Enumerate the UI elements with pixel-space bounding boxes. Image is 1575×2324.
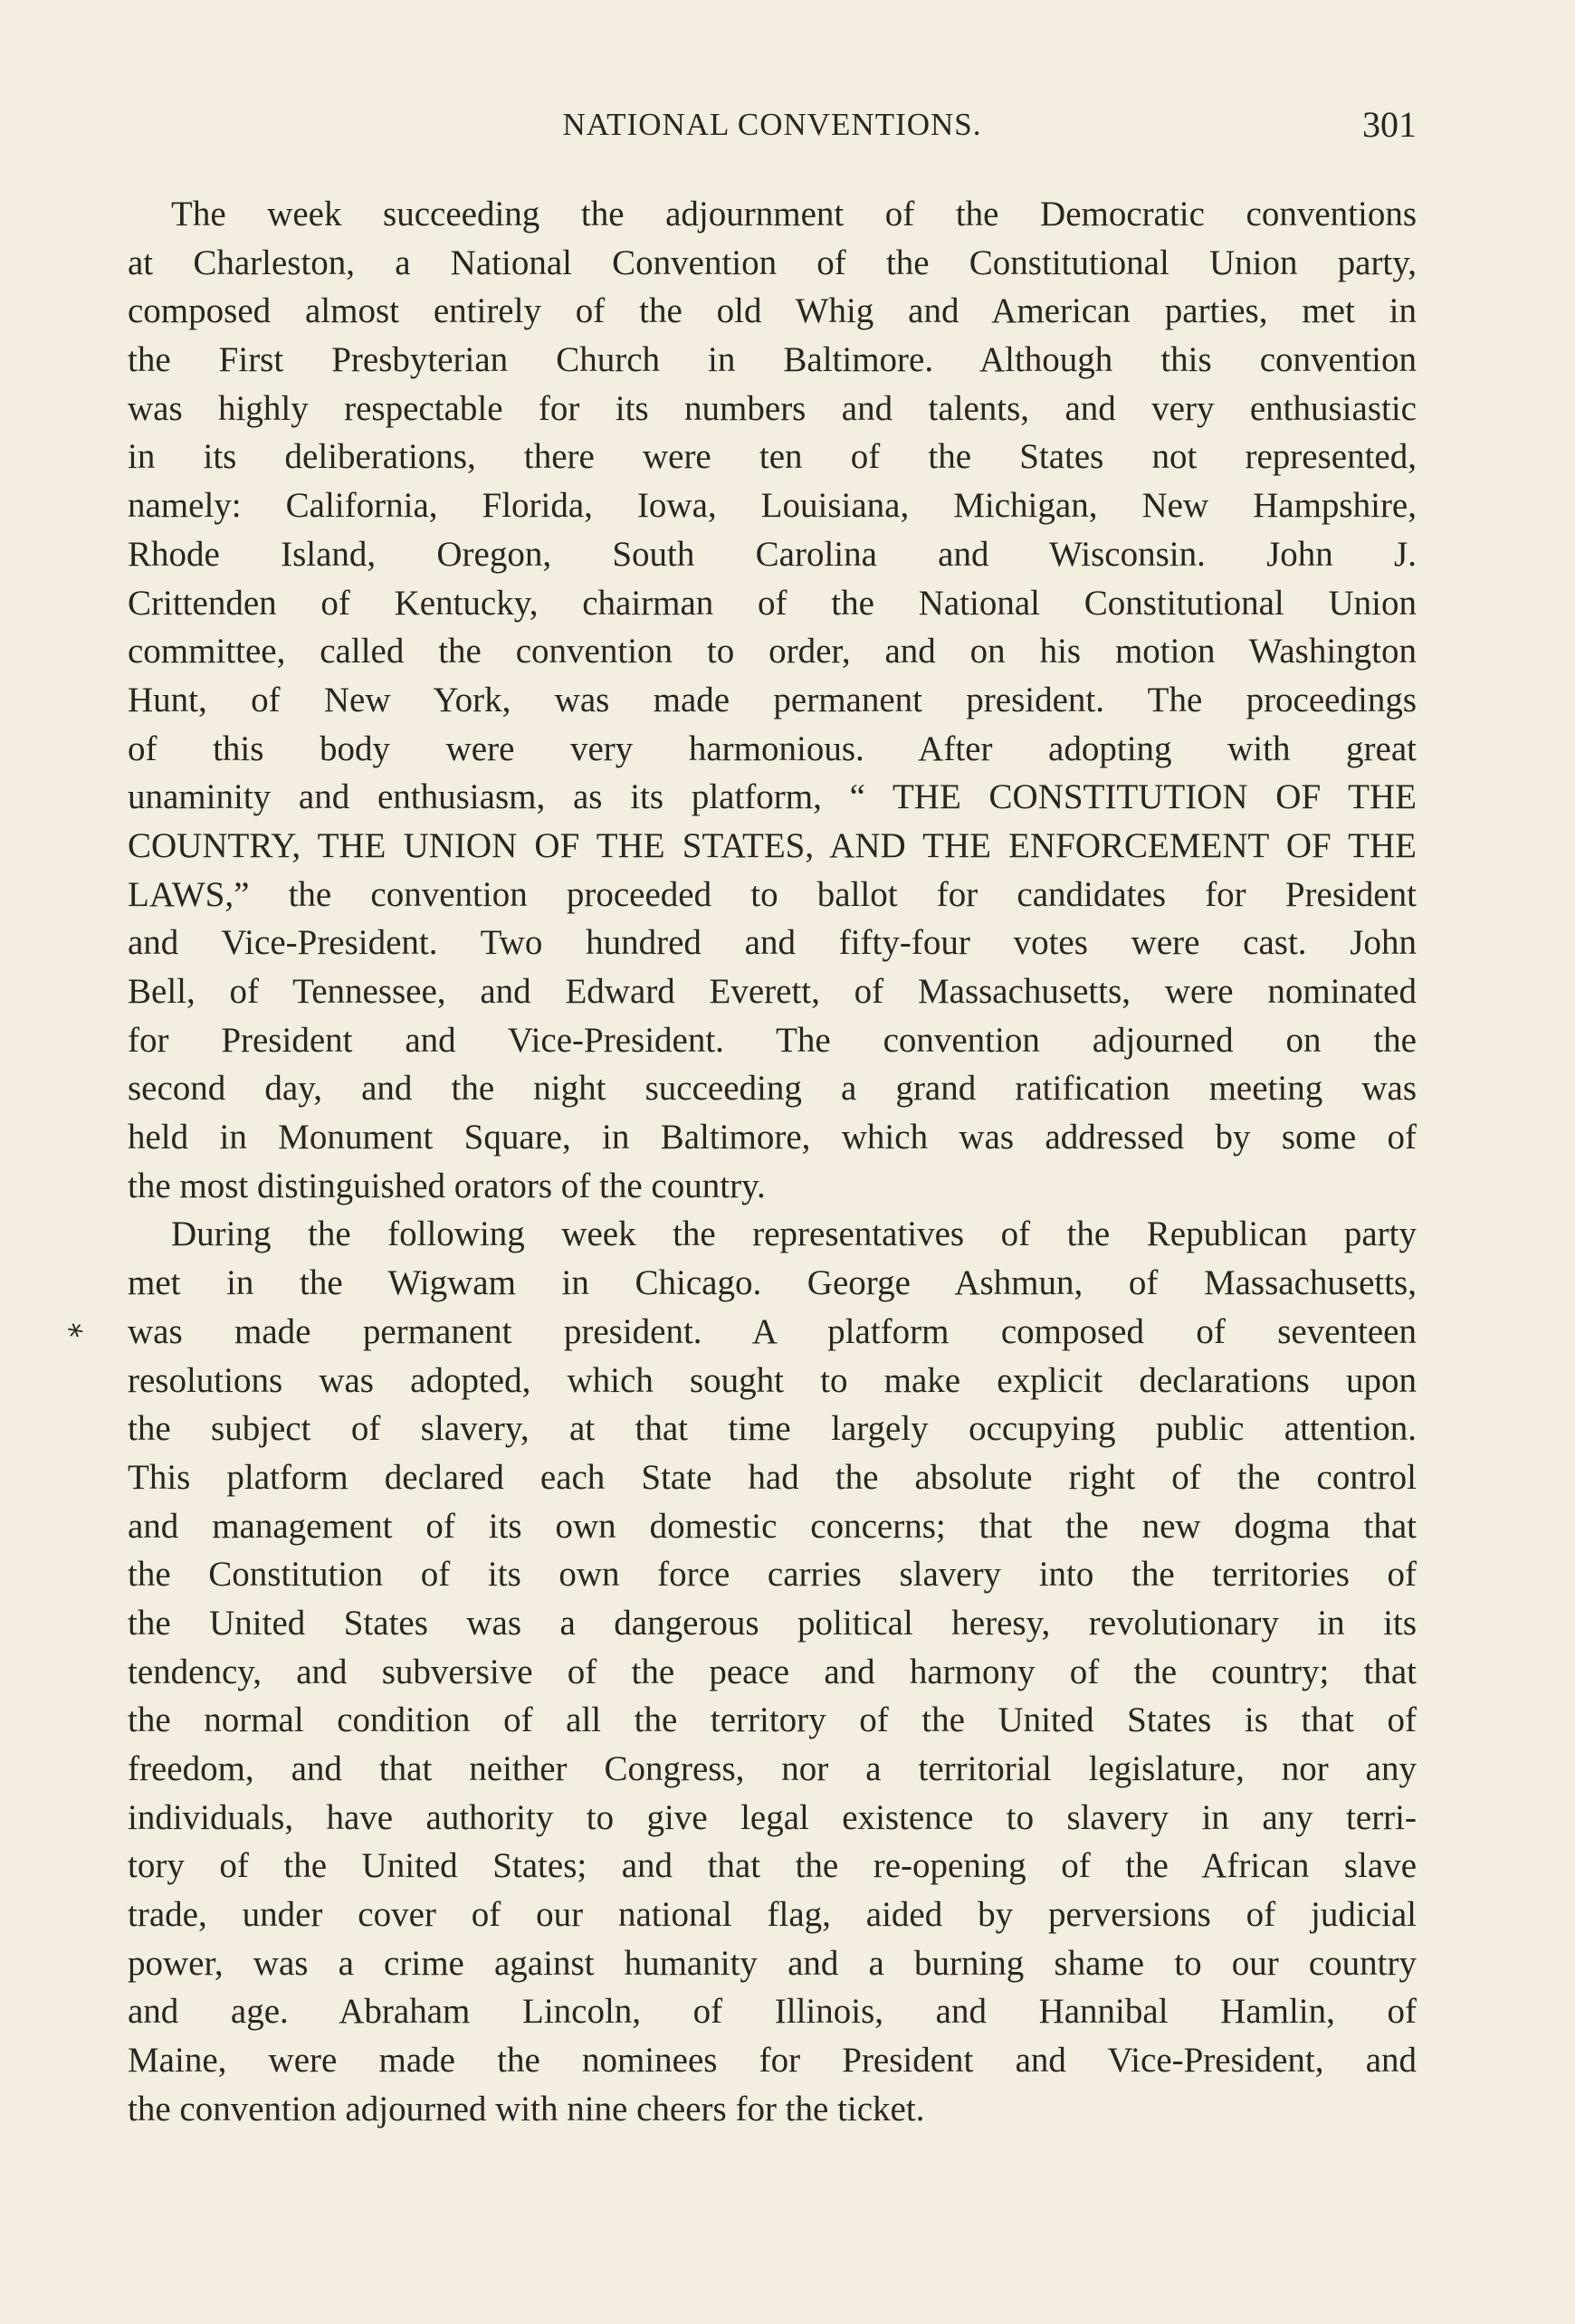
text-line: second day, and the night succeeding a grand ratification meeting was <box>128 1069 1417 1109</box>
running-head: NATIONAL CONVENTIONS. <box>562 107 982 142</box>
text-line: of this body were very harmonious. After adopting with great <box>128 729 1417 768</box>
text-line: tendency, and subversive of the peace and harmony of the country; that <box>128 1652 1417 1691</box>
text-line: the most distinguished orators of the country. <box>128 1166 766 1205</box>
text-line: COUNTRY, THE UNION OF THE STATES, AND THE ENFORCEMENT OF THE <box>128 825 1417 865</box>
text-line: freedom, and that neither Congress, nor a territorial legislature, nor any <box>128 1749 1417 1788</box>
text-line: committee, called the convention to order, and on his motion Washington <box>128 632 1417 671</box>
text-line: unaminity and enthusiasm, as its platform, “ THE CONSTITUTION OF THE <box>128 777 1417 817</box>
text-line: Hunt, of New York, was made permanent president. The proceedings <box>128 680 1417 719</box>
page-header <box>128 104 1417 161</box>
text-line: Rhode Island, Oregon, South Carolina and Wisconsin. John J. <box>128 534 1417 574</box>
text-line: and Vice-President. Two hundred and fifty-four votes were cast. John <box>128 923 1417 963</box>
text-line: the convention adjourned with nine cheers for the ticket. <box>128 2089 925 2129</box>
text-line: resolutions was adopted, which sought to make explicit declarations upon <box>128 1360 1417 1400</box>
text-line: the normal condition of all the territory of the United States is that of <box>128 1700 1417 1740</box>
text-line: the subject of slavery, at that time largely occupying public attention. <box>128 1409 1417 1449</box>
text-line: During the following week the representatives of the Republican party <box>171 1214 1417 1254</box>
text-line: and age. Abraham Lincoln, of Illinois, and Hannibal Hamlin, of <box>128 1992 1417 2032</box>
text-line: the Constitution of its own force carries slavery into the territories of <box>128 1555 1417 1595</box>
text-line: namely: California, Florida, Iowa, Louisiana, Michigan, New Hampshire, <box>128 486 1417 526</box>
text-line: the United States was a dangerous political heresy, revolutionary in its <box>128 1603 1417 1643</box>
text-line: Maine, were made the nominees for President and Vice-President, and <box>128 2041 1417 2081</box>
text-line: The week succeeding the adjournment of the Democratic conventions <box>171 195 1417 233</box>
text-line: LAWS,” the convention proceeded to ballot for candidates for President <box>128 874 1417 914</box>
text-line: held in Monument Square, in Baltimore, which was addressed by some of <box>128 1118 1417 1157</box>
page-number: 301 <box>1362 104 1417 145</box>
text-line: met in the Wigwam in Chicago. George Ashmun, of Massachusetts, <box>128 1263 1417 1303</box>
margin-mark: * <box>63 1316 91 1356</box>
text-line: Crittenden of Kentucky, chairman of the National Constitutional Union <box>128 583 1417 623</box>
text-line: the First Presbyterian Church in Baltimore. Although this convention <box>128 340 1417 380</box>
paragraph-1 <box>128 190 1417 1210</box>
text-line: composed almost entirely of the old Whig and American parties, met in <box>128 291 1417 331</box>
text-line: individuals, have authority to give legal existence to slavery in any terri- <box>128 1797 1417 1837</box>
text-line: in its deliberations, there were ten of the States not represented, <box>128 437 1417 477</box>
text-line: This platform declared each State had the absolute right of the control <box>128 1457 1417 1497</box>
body-text <box>128 190 1417 2134</box>
text-line: and management of its own domestic concerns; that the new dogma that <box>128 1506 1417 1546</box>
text-line: was highly respectable for its numbers and talents, and very enthusiastic <box>128 388 1417 428</box>
text-line: tory of the United States; and that the re-opening of the African slave <box>128 1846 1417 1886</box>
text-line: trade, under cover of our national flag, aided by perversions of judicial <box>128 1895 1417 1935</box>
text-line: for President and Vice-President. The convention adjourned on the <box>128 1020 1417 1060</box>
text-line: power, was a crime against humanity and a burning shame to our country <box>128 1943 1417 1983</box>
text-line: at Charleston, a National Convention of the Constitutional Union party, <box>128 243 1417 282</box>
text-line: was made permanent president. A platform composed of seventeen <box>128 1311 1417 1351</box>
paragraph-2 <box>128 1210 1417 2133</box>
text-line: Bell, of Tennessee, and Edward Everett, of Massachusetts, were nominated <box>128 972 1417 1011</box>
